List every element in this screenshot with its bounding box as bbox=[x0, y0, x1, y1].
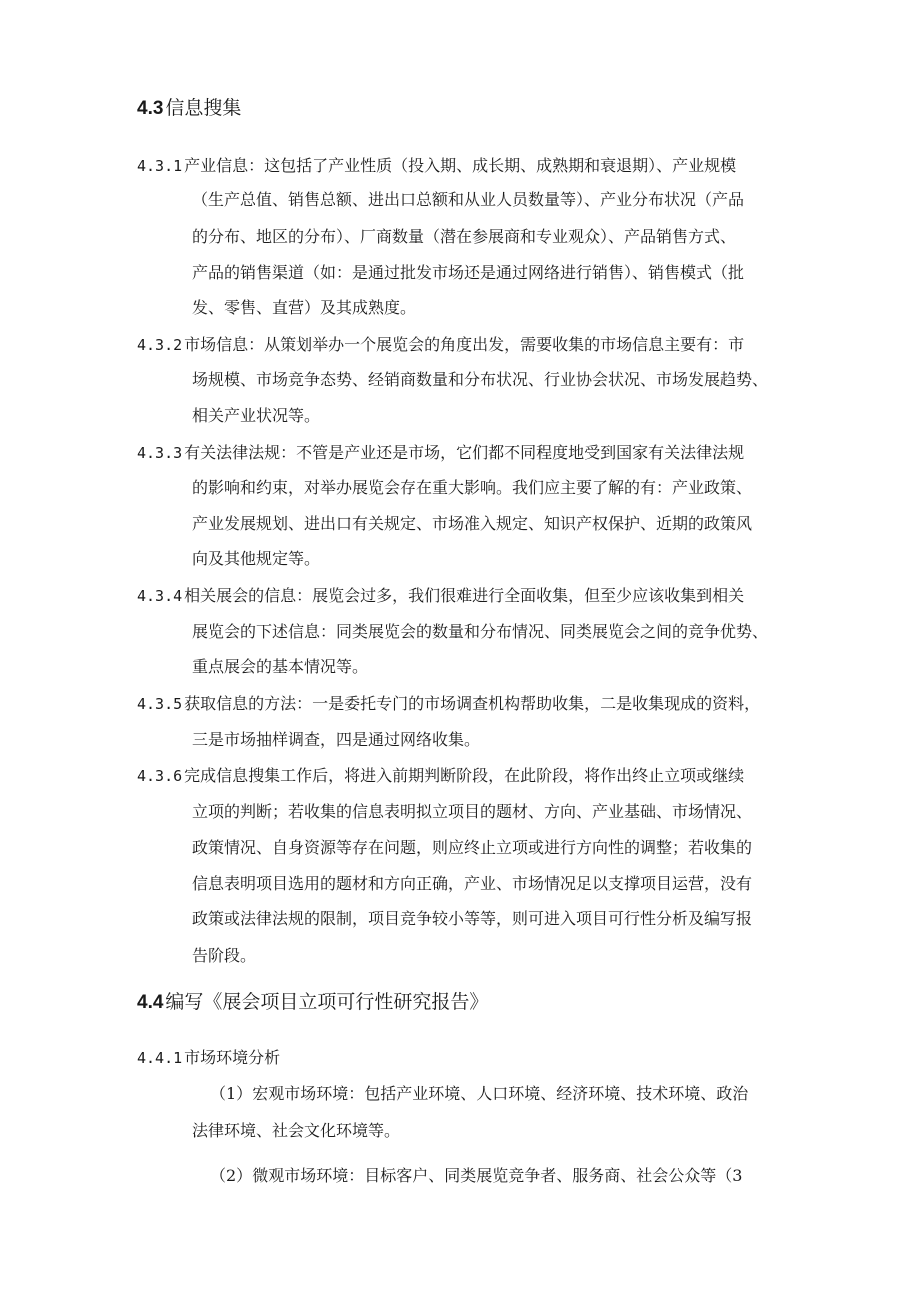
item-number: 4.3.4 bbox=[137, 587, 183, 605]
item-4-3-5-line-2: 三是市场抽样调查，四是通过网络收集。 bbox=[192, 730, 481, 749]
point-1-line-2: 法律环境、社会文化环境等。 bbox=[192, 1121, 401, 1140]
item-4-3-1-line-3: 的分布、地区的分布）、厂商数量（潜在参展商和专业观众）、产品销售方式、 bbox=[192, 227, 737, 246]
section-heading-4-3 bbox=[137, 96, 241, 121]
item-4-3-3-line-2: 的影响和约束，对举办展览会存在重大影响。我们应主要了解的有：产业政策、 bbox=[192, 478, 753, 497]
item-4-3-4-line-1: 4.3.4 相关展会的信息：展览会过多，我们很难进行全面收集，但至少应该收集到相关 bbox=[137, 586, 745, 605]
item-4-3-1-line-5: 发、零售、直营）及其成熟度。 bbox=[192, 298, 417, 317]
item-4-3-1-line-1: 4.3.1 产业信息：这包括了产业性质（投入期、成长期、成熟期和衰退期）、产业规模 bbox=[137, 156, 737, 175]
item-4-3-2-line-3: 相关产业状况等。 bbox=[192, 406, 321, 425]
point-2-line-1: （2）微观市场环境：目标客户、同类展览竞争者、服务商、社会公众等（3 bbox=[210, 1166, 743, 1185]
item-4-3-6-line-1: 4.3.6 完成信息搜集工作后，将进入前期判断阶段，在此阶段，将作出终止立项或继续 bbox=[137, 766, 745, 785]
item-4-3-1-line-4: 产品的销售渠道（如：是通过批发市场还是通过网络进行销售）、销售模式（批 bbox=[192, 263, 745, 282]
item-4-3-2-line-1: 4.3.2 市场信息：从策划举办一个展览会的角度出发，需要收集的市场信息主要有：市 bbox=[137, 335, 745, 354]
section-heading-4-4 bbox=[137, 990, 488, 1015]
section-title: 编写《展会项目立项可行性研究报告》 bbox=[165, 991, 489, 1013]
item-4-3-6-line-2: 立项的判断；若收集的信息表明拟立项目的题材、方向、产业基础、市场情况、 bbox=[192, 802, 753, 821]
item-number: 4.3.2 bbox=[137, 336, 183, 354]
item-4-3-5-line-1: 4.3.5 获取信息的方法：一是委托专门的市场调查机构帮助收集，二是收集现成的资料， bbox=[137, 694, 761, 713]
item-4-3-1-line-2: （生产总值、销售总额、进出口总额和从业人员数量等）、产业分布状况（产品 bbox=[192, 190, 745, 209]
section-number: 4.4 bbox=[137, 992, 164, 1013]
item-4-3-6-line-4: 信息表明项目选用的题材和方向正确，产业、市场情况足以支撑项目运营，没有 bbox=[192, 874, 753, 893]
item-number: 4.3.6 bbox=[137, 767, 183, 785]
item-4-3-3-line-4: 向及其他规定等。 bbox=[192, 549, 321, 568]
item-4-3-6-line-5: 政策或法律法规的限制，项目竞争较小等等，则可进入项目可行性分析及编写报 bbox=[192, 909, 753, 928]
subsection-title: 市场环境分析 bbox=[184, 1048, 281, 1067]
item-4-3-6-line-3: 政策情况、自身资源等存在问题，则应终止立项或进行方向性的调整；若收集的 bbox=[192, 838, 753, 857]
item-4-3-6-line-6: 告阶段。 bbox=[192, 946, 257, 965]
item-4-3-4-line-3: 重点展会的基本情况等。 bbox=[192, 657, 369, 676]
item-4-3-2-line-2: 场规模、市场竞争态势、经销商数量和分布状况、行业协会状况、市场发展趋势、 bbox=[192, 370, 769, 389]
section-number: 4.3 bbox=[137, 98, 164, 119]
item-4-3-3-line-1: 4.3.3 有关法律法规：不管是产业还是市场，它们都不同程度地受到国家有关法律法规 bbox=[137, 443, 745, 462]
item-number: 4.3.1 bbox=[137, 157, 183, 175]
point-label: （1） bbox=[210, 1084, 253, 1103]
item-4-3-3-line-3: 产业发展规划、进出口有关规定、市场准入规定、知识产权保护、近期的政策风 bbox=[192, 514, 753, 533]
point-label: （2） bbox=[210, 1166, 253, 1185]
item-number: 4.3.3 bbox=[137, 444, 183, 462]
subsection-number: 4.4.1 bbox=[137, 1049, 183, 1067]
item-number: 4.3.5 bbox=[137, 695, 183, 713]
subsection-4-4-1 bbox=[137, 1047, 280, 1069]
point-1-line-1: （1）宏观市场环境：包括产业环境、人口环境、经济环境、技术环境、政治 bbox=[210, 1084, 749, 1103]
section-title: 信息搜集 bbox=[165, 97, 242, 119]
item-4-3-4-line-2: 展览会的下述信息：同类展览会的数量和分布情况、同类展览会之间的竞争优势、 bbox=[192, 622, 769, 641]
